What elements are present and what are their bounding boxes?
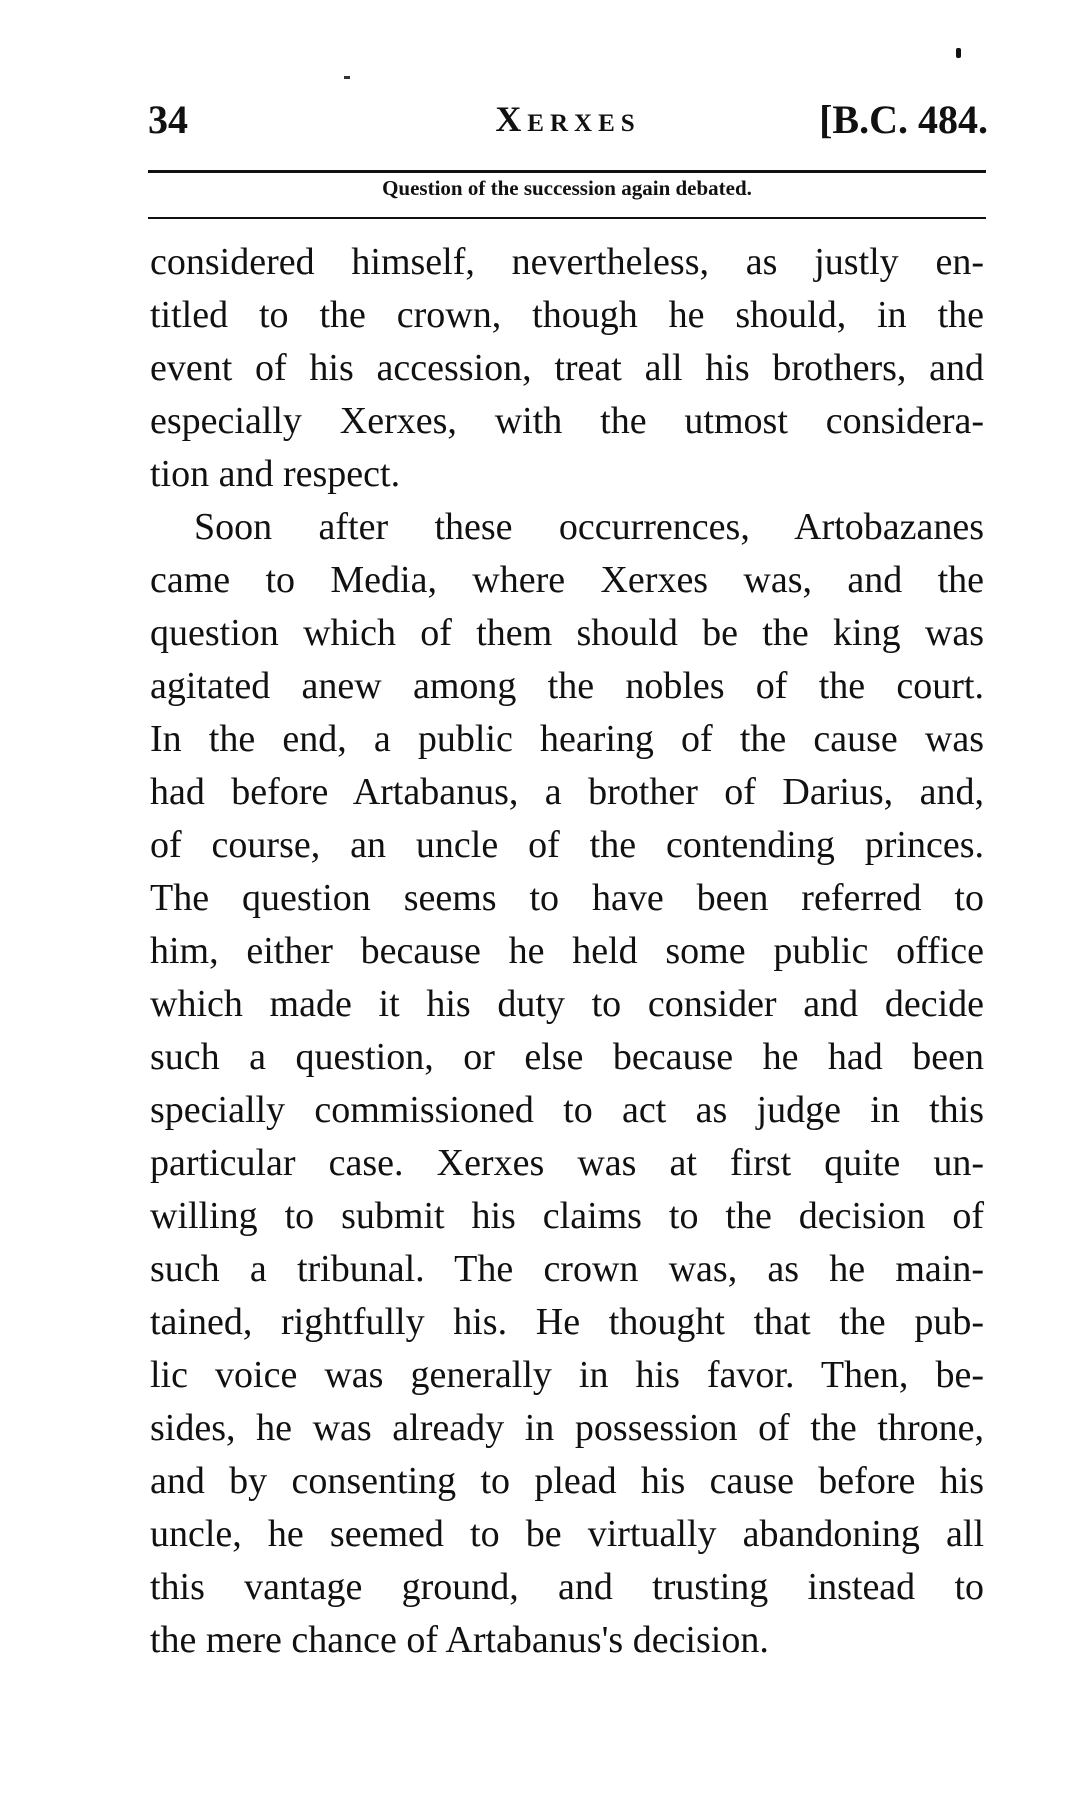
text-line: specially commissioned to act as judge in this — [150, 1089, 984, 1131]
text-line: came to Media, where Xerxes was, and the — [150, 559, 984, 601]
text-line: had before Artabanus, a brother of Darius, and, — [150, 771, 984, 813]
text-line: event of his accession, treat all his brothers, and — [150, 347, 984, 389]
text-line: lic voice was generally in his favor. Then, be- — [150, 1354, 984, 1396]
text-line: uncle, he seemed to be virtually abandoning all — [150, 1513, 984, 1555]
text-line: Soon after these occurrences, Artobazanes — [194, 506, 984, 548]
text-line: of course, an uncle of the contending princes. — [150, 824, 984, 866]
text-line: sides, he was already in possession of the throne, — [150, 1407, 984, 1449]
text-line: such a question, or else because he had been — [150, 1036, 984, 1078]
text-line: the mere chance of Artabanus's decision. — [150, 1619, 769, 1661]
running-title: Xerxes — [495, 99, 641, 139]
text-line: agitated anew among the nobles of the court. — [150, 665, 984, 707]
text-line: considered himself, nevertheless, as justly en- — [150, 241, 984, 283]
page-header — [148, 96, 988, 152]
text-line: titled to the crown, though he should, in the — [150, 294, 984, 336]
text-line: him, either because he held some public office — [150, 930, 984, 972]
text-line: this vantage ground, and trusting instead to — [150, 1566, 984, 1608]
text-line: such a tribunal. The crown was, as he main- — [150, 1248, 984, 1290]
text-line: particular case. Xerxes was at first quite un- — [150, 1142, 984, 1184]
text-line: In the end, a public hearing of the cause was — [150, 718, 984, 760]
body-text — [150, 236, 984, 1667]
subheading-rule — [148, 217, 986, 219]
header-date: [B.C. 484. — [819, 97, 988, 142]
ink-speck — [344, 76, 350, 79]
text-line: question which of them should be the king was — [150, 612, 984, 654]
text-line: and by consenting to plead his cause before his — [150, 1460, 984, 1502]
section-subheading: Question of the succession again debated. — [382, 176, 752, 200]
text-line: tion and respect. — [150, 453, 401, 495]
header-rule — [148, 170, 986, 173]
ink-speck — [956, 48, 961, 58]
text-line: willing to submit his claims to the decision of — [150, 1195, 984, 1237]
text-line: especially Xerxes, with the utmost considera- — [150, 400, 984, 442]
text-line: which made it his duty to consider and decide — [150, 983, 984, 1025]
text-line: tained, rightfully his. He thought that the pub- — [150, 1301, 984, 1343]
text-line: The question seems to have been referred to — [150, 877, 984, 919]
page-number: 34 — [148, 97, 188, 142]
